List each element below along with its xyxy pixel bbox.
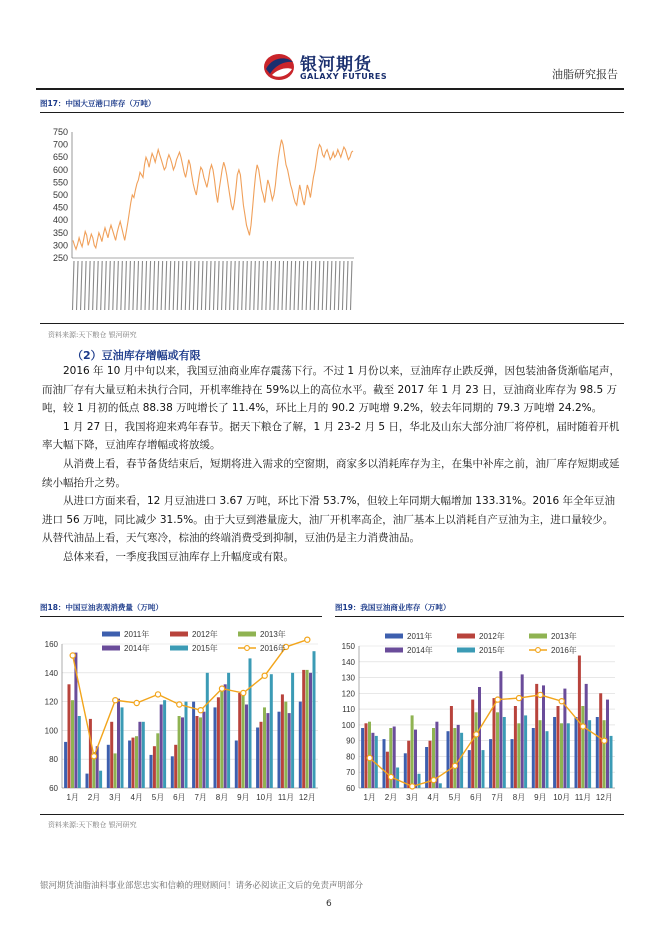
bar-2012年 [493, 698, 496, 788]
fig17-xtick-mark [234, 261, 236, 310]
bar-2015年 [163, 700, 166, 788]
bar-2015年 [206, 673, 209, 788]
bar-2015年 [78, 716, 81, 788]
fig17-xtick-mark [302, 261, 304, 310]
bar-2013年 [284, 702, 287, 788]
fig17-xtick-mark [101, 261, 103, 310]
bar-2012年 [302, 670, 305, 788]
legend-swatch-2011年 [385, 634, 403, 639]
bar-2012年 [514, 706, 517, 788]
fig17-xtick-mark [351, 261, 353, 310]
bar-2014年 [245, 705, 248, 789]
bar-2011年 [511, 739, 514, 788]
figure18-chart [40, 622, 322, 812]
fig17-xtick-mark [238, 261, 240, 310]
bar-2015年 [291, 673, 294, 788]
bar-2011年 [383, 739, 386, 788]
fig17-ytick-label: 450 [52, 202, 68, 213]
bar-2014年 [288, 713, 291, 788]
legend-label-2011年: 2011年 [407, 632, 433, 641]
figure19-title: 图19：我国豆油商业库存（万吨） [335, 603, 451, 612]
bar-2014年 [202, 712, 205, 788]
point-2016年 [134, 700, 139, 705]
bar-2015年 [439, 783, 442, 788]
bar-2011年 [150, 755, 153, 788]
fig17-xtick-mark [290, 261, 292, 310]
section-heading: （2）豆油库存增幅或有限 [72, 349, 201, 362]
point-2016年 [155, 692, 160, 697]
bar-2014年 [224, 684, 227, 788]
xtick-label: 7月 [491, 793, 504, 802]
fig17-xtick-mark [330, 261, 332, 310]
fig17-xtick-mark [294, 261, 296, 310]
fig17-ytick-label: 700 [52, 139, 68, 150]
fig17-xtick-mark [286, 261, 288, 310]
fig17-xtick-mark [218, 261, 220, 310]
fig17-xtick-mark [306, 261, 308, 310]
legend-label-2014年: 2014年 [407, 646, 433, 655]
bar-2013年 [539, 720, 542, 788]
figure17-source: 资料来源:天下粮仓 银河研究 [48, 331, 137, 339]
bar-2011年 [532, 728, 535, 788]
bar-2012年 [132, 738, 135, 788]
bar-2013年 [475, 712, 478, 788]
xtick-label: 12月 [298, 793, 316, 802]
fig17-xtick-mark [133, 261, 135, 310]
bar-2015年 [503, 717, 506, 788]
fig17-xtick-mark [222, 261, 224, 310]
bar-2011年 [235, 741, 238, 789]
fig17-xtick-mark [326, 261, 328, 310]
point-2016年 [262, 673, 267, 678]
bar-2013年 [581, 706, 584, 788]
galaxy-logo-icon [262, 52, 296, 82]
bar-2011年 [596, 717, 599, 788]
bar-2015年 [524, 715, 527, 788]
fig17-xtick-mark [121, 261, 123, 310]
point-2016年 [91, 754, 96, 759]
xtick-label: 4月 [130, 793, 143, 802]
bar-2011年 [447, 731, 450, 788]
xtick-label: 9月 [534, 793, 547, 802]
bar-2013年 [242, 696, 245, 788]
legend-swatch-2014年 [102, 646, 120, 651]
xtick-label: 5月 [448, 793, 462, 802]
xtick-label: 6月 [470, 793, 483, 802]
bar-2014年 [499, 671, 502, 788]
fig17-xtick-mark [149, 261, 151, 310]
fig17-xtick-mark [266, 261, 268, 310]
point-2016年 [474, 732, 479, 737]
bar-2011年 [575, 717, 578, 788]
figure17-top-rule [40, 112, 624, 113]
ytick-label: 130 [341, 673, 355, 683]
fig17-xtick-mark [137, 261, 139, 310]
fig17-xtick-mark [246, 261, 248, 310]
point-2016年 [410, 784, 415, 789]
fig17-ytick-label: 650 [52, 152, 68, 163]
ytick-label: 160 [44, 640, 58, 649]
fig17-xtick-mark [197, 261, 199, 310]
fig17-xtick-mark [161, 261, 163, 310]
fig17-xtick-mark [157, 261, 159, 310]
bar-2012年 [174, 745, 177, 788]
point-2016年 [241, 690, 246, 695]
point-2016年 [538, 692, 543, 697]
bar-2015年 [313, 651, 316, 788]
footer-disclaimer: 银河期货油脂油料事业部您忠实和信赖的理财顾问！请务必阅读正文后的免责声明部分 [40, 881, 364, 891]
fig17-xtick-mark [314, 261, 316, 310]
fig17-xtick-mark [201, 261, 203, 310]
bar-2012年 [196, 716, 199, 788]
bar-2012年 [535, 684, 538, 788]
figure19-top-rule [335, 616, 624, 617]
bar-2011年 [299, 702, 302, 788]
bar-2013年 [220, 692, 223, 789]
bar-2014年 [117, 699, 120, 788]
legend-label-2013年: 2013年 [551, 632, 577, 641]
bar-2014年 [309, 673, 312, 788]
legend-label-2015年: 2015年 [192, 644, 218, 653]
point-2016年 [580, 724, 585, 729]
figure18-title: 图18：中国豆油表观消费量（万吨） [40, 603, 163, 612]
fig17-xtick-mark [310, 261, 312, 310]
bar-2013年 [263, 707, 266, 788]
bar-2013年 [453, 728, 456, 788]
legend-marker-2016年 [245, 646, 250, 651]
fig17-xtick-mark [209, 261, 211, 310]
bar-2013年 [114, 753, 117, 788]
fig17-xtick-mark [73, 261, 75, 310]
xtick-label: 11月 [277, 793, 295, 802]
fig17-xtick-mark [230, 261, 232, 310]
fig17-xtick-mark [262, 261, 264, 310]
bar-2015年 [482, 750, 485, 788]
bar-2013年 [306, 670, 309, 788]
legend-label-2011年: 2011年 [124, 630, 150, 639]
fig17-xtick-mark [185, 261, 187, 310]
legend-label-2012年: 2012年 [192, 630, 218, 639]
legend-swatch-2011年 [102, 632, 120, 637]
point-2016年 [495, 697, 500, 702]
paragraph-4: 从进口方面来看，12 月豆油进口 3.67 万吨，环比下滑 53.7%，但较上年同期大幅增加 133.31%。2016 年全年豆油进口 56 万吨，同比减少 31.5%。由于大豆到港量庞大，油厂开机率高企，油厂基本上以消耗自产豆油为主，进口量较少。从替代油品上看，天气寒冷，棕油的终端消费受到抑制，豆油仍是主力消费油品。 [42, 495, 616, 545]
ytick-label: 120 [341, 689, 355, 699]
fig17-xtick-mark [105, 261, 107, 310]
bar-2013年 [178, 716, 181, 788]
figure18-source: 资料来源:天下粮仓 银河研究 [48, 821, 137, 829]
point-2016年 [113, 698, 118, 703]
fig17-xtick-mark [165, 261, 167, 310]
xtick-label: 10月 [256, 793, 274, 802]
paragraph-5: 总体来看，一季度我国豆油库存上升幅度或有限。 [63, 550, 294, 563]
fig17-xtick-mark [81, 261, 83, 310]
bar-2012年 [217, 697, 220, 788]
ytick-label: 80 [346, 752, 355, 762]
point-2016年 [559, 699, 564, 704]
legend-label-2012年: 2012年 [479, 632, 505, 641]
figure17-chart [36, 118, 366, 318]
ytick-label: 60 [49, 784, 58, 793]
fig17-xtick-mark [85, 261, 87, 310]
fig17-xtick-mark [89, 261, 91, 310]
bar-2012年 [281, 694, 284, 788]
page-number: 6 [326, 899, 332, 909]
legend-swatch-2012年 [457, 634, 475, 639]
paragraph-2: 1 月 27 日，我国将迎来鸡年春节。据天下粮仓了解，1 月 23-2 月 5 日，华北及山东大部分油厂将停机，届时随着开机率大幅下降，豆油库存增幅或将放缓。 [42, 420, 620, 452]
bar-2015年 [185, 702, 188, 788]
fig17-xtick-mark [145, 261, 147, 310]
legend-label-2013年: 2013年 [260, 630, 286, 639]
xtick-label: 9月 [237, 793, 250, 802]
fig17-xtick-mark [169, 261, 171, 310]
fig17-xtick-mark [177, 261, 179, 310]
report-type: 油脂研究报告 [552, 68, 618, 81]
bar-2012年 [260, 722, 263, 788]
bar-2011年 [192, 702, 195, 788]
point-2016年 [305, 637, 310, 642]
bar-2015年 [142, 722, 145, 788]
bar-2013年 [411, 715, 414, 788]
fig17-xtick-mark [153, 261, 155, 310]
bar-2015年 [567, 723, 570, 788]
legend-label-2014年: 2014年 [124, 644, 150, 653]
fig17-xtick-mark [141, 261, 143, 310]
bar-2015年 [99, 771, 102, 788]
bar-2012年 [238, 693, 241, 788]
section-body [42, 362, 622, 567]
bar-2014年 [181, 717, 184, 788]
bar-2014年 [160, 705, 163, 789]
point-2016年 [219, 686, 224, 691]
xtick-label: 6月 [173, 793, 186, 802]
point-2016年 [367, 755, 372, 760]
fig17-ytick-label: 500 [52, 190, 68, 200]
point-2016年 [388, 774, 393, 779]
ytick-label: 140 [341, 657, 355, 667]
bar-2014年 [457, 725, 460, 788]
fig17-xtick-mark [346, 261, 348, 310]
xtick-label: 12月 [595, 793, 613, 802]
bar-2012年 [471, 700, 474, 788]
bar-2014年 [542, 685, 545, 788]
fig17-xtick-mark [342, 261, 344, 310]
fig17-xtick-mark [93, 261, 95, 310]
figure17-bottom-rule [40, 323, 624, 324]
figure19-chart [335, 622, 624, 812]
fig17-xtick-mark [117, 261, 119, 310]
fig17-xtick-mark [129, 261, 131, 310]
xtick-label: 7月 [194, 793, 207, 802]
ytick-label: 110 [342, 705, 355, 715]
fig17-xtick-mark [258, 261, 260, 310]
fig17-xtick-mark [242, 261, 244, 310]
legend-swatch-2015年 [457, 648, 475, 653]
bar-2012年 [153, 746, 156, 788]
figure17-title: 图17：中国大豆港口库存（万吨） [40, 99, 156, 108]
fig17-xtick-mark [205, 261, 207, 310]
bar-2015年 [610, 736, 613, 788]
fig17-ytick-label: 400 [52, 215, 68, 226]
bar-2012年 [110, 722, 113, 788]
header-divider [36, 88, 624, 90]
fig17-ytick-label: 600 [52, 164, 68, 175]
bar-2013年 [560, 723, 563, 788]
xtick-label: 2月 [87, 793, 101, 802]
fig17-ytick-label: 550 [52, 177, 68, 188]
legend-swatch-2015年 [170, 646, 188, 651]
fig17-xtick-mark [97, 261, 99, 310]
bar-2014年 [414, 730, 417, 788]
xtick-label: 11月 [574, 793, 592, 802]
fig17-ytick-label: 350 [52, 227, 68, 238]
bar-2015年 [375, 736, 378, 788]
bar-2013年 [135, 736, 138, 788]
bar-2012年 [386, 752, 389, 788]
fig17-xtick-mark [226, 261, 228, 310]
bar-2015年 [249, 658, 252, 788]
bar-2013年 [199, 717, 202, 788]
figure18-top-rule [40, 616, 322, 617]
fig17-xtick-mark [113, 261, 115, 310]
bar-2014年 [138, 722, 141, 788]
bar-2012年 [557, 706, 560, 788]
bar-2012年 [407, 741, 410, 788]
figure18-bottom-rule [40, 814, 624, 815]
bar-2012年 [365, 723, 368, 788]
fig17-xtick-mark [193, 261, 195, 310]
bar-2011年 [361, 728, 364, 788]
legend-label-2016年: 2016年 [551, 646, 577, 655]
paragraph-1: 2016 年 10 月中旬以来，我国豆油商业库存震荡下行。不过 1 月份以来，豆油库存止跌反弹，因包装油备货渐临尾声，而油厂存有大量豆粕未执行合同，开机率维持在 59%以上的高位水平。截至 2017 年 1 月 23 日，豆油商业库存为 98.5 万吨，较 1 月初的低点 88.38 万吨增长了 11.4%，环比上月的 90.2 万吨增 9.2%，较去年同期的 79.3 万吨增 24.2%。 [42, 365, 620, 415]
point-2016年 [602, 738, 607, 743]
legend-label-2015年: 2015年 [479, 646, 505, 655]
ytick-label: 70 [346, 768, 355, 778]
fig17-xtick-mark [214, 261, 216, 310]
bar-2013年 [603, 720, 606, 788]
bar-2014年 [521, 674, 524, 788]
xtick-label: 1月 [66, 793, 79, 802]
xtick-label: 4月 [427, 793, 440, 802]
fig17-xtick-mark [274, 261, 276, 310]
bar-2011年 [468, 750, 471, 788]
fig17-ytick-label: 250 [52, 253, 68, 263]
xtick-label: 3月 [109, 793, 122, 802]
ytick-label: 100 [341, 720, 355, 730]
bar-2013年 [517, 723, 520, 788]
ytick-label: 60 [346, 784, 355, 793]
fig17-xtick-mark [181, 261, 183, 310]
ytick-label: 90 [346, 736, 355, 746]
xtick-label: 8月 [215, 793, 229, 802]
bar-2011年 [171, 756, 174, 788]
bar-2015年 [121, 707, 124, 788]
bar-2015年 [418, 774, 421, 788]
fig17-xtick-mark [254, 261, 256, 310]
xtick-label: 1月 [363, 793, 376, 802]
bar-2014年 [606, 700, 609, 788]
paragraph-3: 从消费上看，春节备货结束后，短期将进入需求的空窗期，商家多以消耗库存为主，在集中补库之前，油厂库存短期或延续小幅抬升之势。 [42, 457, 620, 489]
fig17-xtick-mark [189, 261, 191, 310]
point-2016年 [198, 708, 203, 713]
fig17-ytick-label: 750 [52, 127, 68, 137]
legend-swatch-2013年 [238, 632, 256, 637]
bar-2012年 [450, 706, 453, 788]
bar-2011年 [128, 741, 131, 789]
xtick-label: 5月 [151, 793, 165, 802]
ytick-label: 80 [49, 755, 58, 765]
bar-2015年 [396, 768, 399, 789]
bar-2011年 [278, 712, 281, 788]
brand-name-cn: 银河期货 [300, 55, 372, 75]
fig17-series-line [73, 140, 353, 250]
point-2016年 [70, 653, 75, 658]
fig17-xtick-mark [338, 261, 340, 310]
bar-2014年 [585, 684, 588, 788]
bar-2011年 [553, 717, 556, 788]
bar-2014年 [266, 713, 269, 788]
legend-marker-2016年 [536, 648, 541, 653]
bar-2011年 [64, 742, 67, 788]
bar-2012年 [68, 684, 71, 788]
point-2016年 [177, 702, 182, 707]
bar-2013年 [496, 712, 499, 788]
fig17-xtick-mark [250, 261, 252, 310]
bar-2011年 [214, 707, 217, 788]
bar-2013年 [71, 700, 74, 788]
bar-2013年 [156, 733, 159, 788]
bar-2014年 [478, 687, 481, 788]
fig17-xtick-mark [109, 261, 111, 310]
bar-2012年 [89, 719, 92, 788]
legend-swatch-2014年 [385, 648, 403, 653]
bar-2011年 [107, 745, 110, 788]
brand-name-en: GALAXY FUTURES [300, 72, 388, 81]
point-2016年 [516, 696, 521, 701]
legend-swatch-2012年 [170, 632, 188, 637]
fig17-xtick-mark [318, 261, 320, 310]
xtick-label: 3月 [406, 793, 419, 802]
fig17-xtick-mark [173, 261, 175, 310]
fig17-xtick-mark [278, 261, 280, 310]
fig17-xtick-mark [77, 261, 79, 310]
xtick-label: 8月 [512, 793, 526, 802]
point-2016年 [431, 778, 436, 783]
legend-swatch-2013年 [529, 634, 547, 639]
bar-2011年 [489, 739, 492, 788]
fig17-xtick-mark [125, 261, 127, 310]
point-2016年 [452, 763, 457, 768]
ytick-label: 140 [44, 668, 58, 678]
bar-2015年 [546, 731, 549, 788]
bar-2015年 [460, 733, 463, 788]
bar-2015年 [270, 674, 273, 788]
fig17-xtick-mark [282, 261, 284, 310]
fig17-xtick-mark [270, 261, 272, 310]
fig17-xtick-mark [334, 261, 336, 310]
legend-label-2016年: 2016年 [260, 644, 286, 653]
xtick-label: 10月 [553, 793, 571, 802]
fig17-ytick-label: 300 [52, 240, 68, 251]
ytick-label: 150 [341, 642, 355, 651]
bar-2011年 [256, 728, 259, 789]
ytick-label: 100 [44, 726, 58, 736]
fig17-xtick-mark [298, 261, 300, 310]
bar-2011年 [86, 774, 89, 788]
fig17-xtick-mark [322, 261, 324, 310]
ytick-label: 120 [44, 697, 58, 707]
xtick-label: 2月 [384, 793, 398, 802]
